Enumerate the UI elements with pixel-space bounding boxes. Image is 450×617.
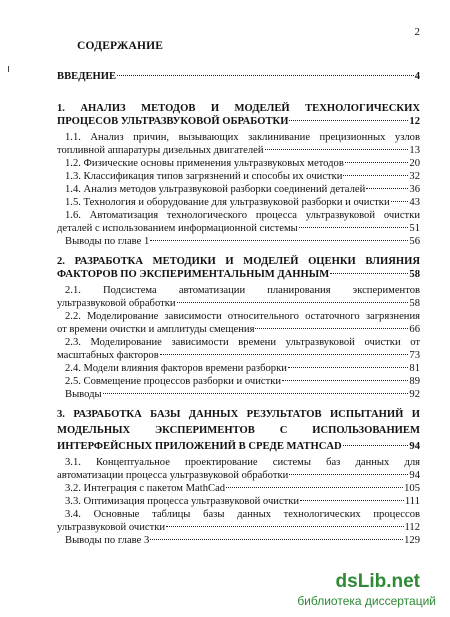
dot-leader <box>289 120 408 121</box>
dot-leader <box>345 162 409 163</box>
toc-entry-1-5[interactable] <box>57 196 420 209</box>
toc-entry-title: ИНТЕРФЕЙСНЫХ ПРИЛОЖЕНИЙ В СРЕДЕ MATHCAD <box>57 441 342 452</box>
toc-entry-title: 3.2. Интеграция с пакетом MathCad <box>65 483 226 494</box>
toc-entry-title: 2.5. Совмещение процессов разборки и очистки <box>65 376 282 387</box>
toc-page-number: 58 <box>409 298 420 309</box>
dot-leader <box>177 302 409 303</box>
toc-entry-title: Выводы по главе 1 <box>65 236 150 247</box>
toc-page-number: 58 <box>409 269 420 280</box>
toc-entry-title: масштабных факторов <box>57 350 159 361</box>
toc-entry-1-6[interactable]: 1.6. Автоматизация технологического процесса ультразвуковой очистки <box>65 210 420 221</box>
toc-page-number: 94 <box>409 470 420 481</box>
toc-entry-3-1[interactable]: 3.1. Концептуальное проектирование системы баз данных для <box>65 457 420 468</box>
toc-page-number: 43 <box>409 197 420 208</box>
toc-entry-1-1-end[interactable] <box>57 144 420 157</box>
toc-entry-title: 2.4. Модели влияния факторов времени разборки <box>65 363 287 374</box>
toc-page-number: 66 <box>409 324 420 335</box>
dot-leader <box>282 380 408 381</box>
dot-leader <box>150 240 408 241</box>
toc-entry-conclusions-3[interactable] <box>57 534 420 547</box>
table-of-contents <box>57 70 420 547</box>
toc-entry-3-3[interactable] <box>57 495 420 508</box>
toc-page-number: 51 <box>409 223 420 234</box>
dot-leader <box>300 500 404 501</box>
toc-entry-title: ультразвуковой обработки <box>57 298 176 309</box>
dot-leader <box>343 175 408 176</box>
toc-entry-1-4[interactable] <box>57 183 420 196</box>
toc-page-number: 32 <box>409 171 420 182</box>
dot-leader <box>366 188 408 189</box>
toc-entry-title: от времени очистки и амплитуды смещения <box>57 324 255 335</box>
toc-entry-2-2-end[interactable] <box>57 323 420 336</box>
toc-entry-title: 1.3. Классификация типов загрязнений и способы их очистки <box>65 171 343 182</box>
chapter-2-title[interactable]: 2. РАЗРАБОТКА МЕТОДИКИ И МОДЕЛЕЙ ОЦЕНКИ ВЛИЯНИЯ <box>57 256 420 267</box>
toc-page-number: 105 <box>404 483 420 494</box>
toc-entry-2-1-end[interactable] <box>57 297 420 310</box>
toc-entry-3-4-end[interactable] <box>57 521 420 534</box>
toc-page-number: 73 <box>409 350 420 361</box>
toc-entry-1-1[interactable]: 1.1. Анализ причин, вызывающих заклинивание прецизионных узлов <box>65 132 420 143</box>
chapter-3-title-end[interactable] <box>57 440 420 453</box>
chapter-3-title-line-2[interactable]: МОДЕЛЬНЫХ ЭКСПЕРИМЕНТОВ С ИСПОЛЬЗОВАНИЕМ <box>57 425 420 436</box>
chapter-2-title-end[interactable] <box>57 268 420 281</box>
toc-entry-1-3[interactable] <box>57 170 420 183</box>
chapter-3-title[interactable]: 3. РАЗРАБОТКА БАЗЫ ДАННЫХ РЕЗУЛЬТАТОВ ИСПЫТАНИЙ И <box>57 409 420 420</box>
dot-leader <box>255 328 408 329</box>
toc-entry-3-2[interactable] <box>57 482 420 495</box>
toc-page-number: 111 <box>404 496 420 507</box>
toc-entry-1-6-end[interactable] <box>57 222 420 235</box>
toc-entry-title: деталей с использованием информационной системы <box>57 223 298 234</box>
toc-entry-title: ФАКТОРОВ ПО ЭКСПЕРИМЕНТАЛЬНЫМ ДАННЫМ <box>57 269 330 280</box>
chapter-1-title-end[interactable] <box>57 115 420 128</box>
toc-page-number: 94 <box>409 441 420 452</box>
toc-page-number: 13 <box>409 145 420 156</box>
toc-page-number: 12 <box>409 116 420 127</box>
toc-page-number: 112 <box>404 522 420 533</box>
toc-entry-1-2[interactable] <box>57 157 420 170</box>
dot-leader <box>103 393 409 394</box>
toc-page-number: 92 <box>409 389 420 400</box>
toc-page-number: 129 <box>404 535 420 546</box>
toc-page-number: 56 <box>409 236 420 247</box>
toc-entry-title: 1.2. Физические основы применения ультразвуковых методов <box>65 158 344 169</box>
toc-page-number: 81 <box>409 363 420 374</box>
toc-entry-3-1-end[interactable] <box>57 469 420 482</box>
dot-leader <box>343 445 409 446</box>
toc-page-number: 4 <box>414 71 420 82</box>
scan-mark <box>8 66 9 72</box>
toc-entry-title: 1.5. Технология и оборудование для ультразвуковой разборки и очистки <box>65 197 390 208</box>
dot-leader <box>391 201 409 202</box>
toc-entry-intro[interactable] <box>57 70 420 83</box>
dot-leader <box>289 474 408 475</box>
toc-entry-title: ВВЕДЕНИЕ <box>57 71 117 82</box>
watermark-subtitle: библиотека диссертаций <box>297 594 436 608</box>
dot-leader <box>117 75 414 76</box>
toc-entry-title: 3.3. Оптимизация процесса ультразвуковой очистки <box>65 496 300 507</box>
toc-entry-2-3-end[interactable] <box>57 349 420 362</box>
toc-heading: СОДЕРЖАНИЕ <box>77 40 164 52</box>
toc-entry-title: Выводы <box>65 389 102 400</box>
dot-leader <box>265 149 409 150</box>
toc-entry-title: ПРОЦЕСОВ УЛЬТРАЗВУКОВОЙ ОБРАБОТКИ <box>57 116 289 127</box>
page-number: 2 <box>414 26 420 38</box>
toc-page-number: 89 <box>409 376 420 387</box>
dot-leader <box>299 227 409 228</box>
toc-entry-title: Выводы по главе 3 <box>65 535 150 546</box>
chapter-1-title[interactable]: 1. АНАЛИЗ МЕТОДОВ И МОДЕЛЕЙ ТЕХНОЛОГИЧЕСКИХ <box>57 103 420 114</box>
dot-leader <box>166 526 403 527</box>
toc-page-number: 20 <box>409 158 420 169</box>
toc-entry-2-4[interactable] <box>57 362 420 375</box>
toc-entry-conclusions-2[interactable] <box>57 388 420 401</box>
toc-entry-title: ультразвуковой очистки <box>57 522 166 533</box>
dot-leader <box>160 354 409 355</box>
dot-leader <box>330 273 408 274</box>
dot-leader <box>226 487 403 488</box>
dot-leader <box>150 539 403 540</box>
toc-entry-conclusions-1[interactable] <box>57 235 420 248</box>
toc-entry-3-4[interactable]: 3.4. Основные таблицы базы данных технологических процессов <box>65 509 420 520</box>
toc-entry-title: автоматизации процесса ультразвуковой обработки <box>57 470 289 481</box>
toc-entry-2-1[interactable]: 2.1. Подсистема автоматизации планирования экспериментов <box>65 285 420 296</box>
toc-entry-title: топливной аппаратуры дизельных двигателей <box>57 145 264 156</box>
toc-entry-2-2[interactable]: 2.2. Моделирование зависимости относительного остаточного загрязнения <box>65 311 420 322</box>
dot-leader <box>288 367 408 368</box>
toc-page-number: 36 <box>409 184 420 195</box>
toc-entry-title: 1.4. Анализ методов ультразвуковой разборки соединений деталей <box>65 184 366 195</box>
toc-entry-2-5[interactable] <box>57 375 420 388</box>
toc-entry-2-3[interactable]: 2.3. Моделирование зависимости времени ультразвуковой очистки от <box>65 337 420 348</box>
watermark-logo: dsLib.net <box>335 571 420 592</box>
